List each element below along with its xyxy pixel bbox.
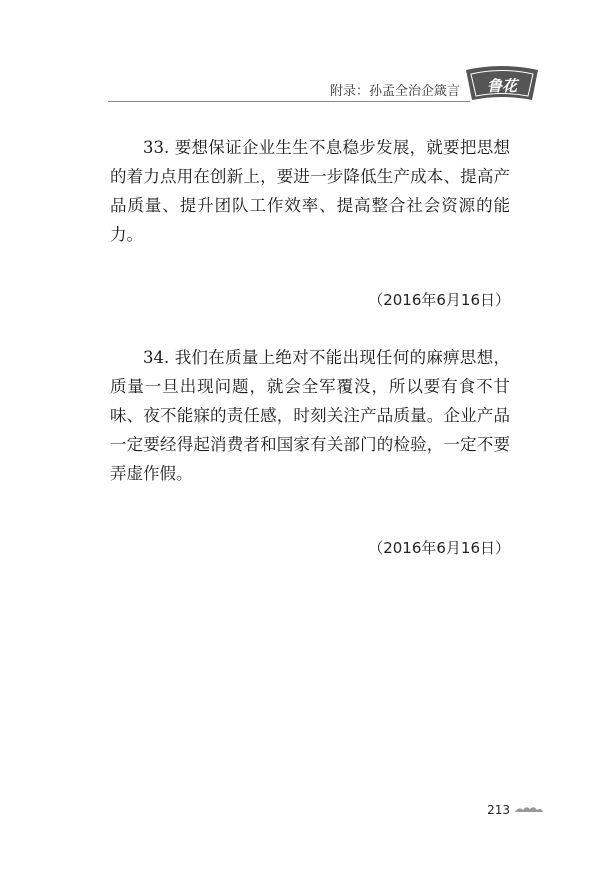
- logo-text: 鲁花: [486, 77, 518, 95]
- paragraph-34-date: （2016年6月16日）: [368, 539, 510, 557]
- page-number: 213: [487, 803, 510, 817]
- luhua-logo: [462, 64, 542, 108]
- page-ornament-icon: [514, 805, 544, 815]
- paragraph-33: 33. 要想保证企业生生不息稳步发展，就要把思想的着力点用在创新上，要进一步降低生产成本、提高产品质量、提升团队工作效率、提高整合社会资源的能力。: [110, 138, 510, 244]
- ornament-cloud: [515, 807, 543, 812]
- header-rule: [108, 101, 470, 102]
- paragraph-33-date: （2016年6月16日）: [368, 291, 510, 309]
- paragraph-34: 34. 我们在质量上绝对不能出现任何的麻痹思想，质量一旦出现问题，就会全军覆没，所以要有食不甘味、夜不能寐的责任感，时刻关注产品质量。企业产品一定要经得起消费者和国家有关部门的检验，一定不要弄虚作假。: [110, 348, 510, 483]
- running-header-title: 附录：孙孟全治企箴言: [329, 84, 460, 99]
